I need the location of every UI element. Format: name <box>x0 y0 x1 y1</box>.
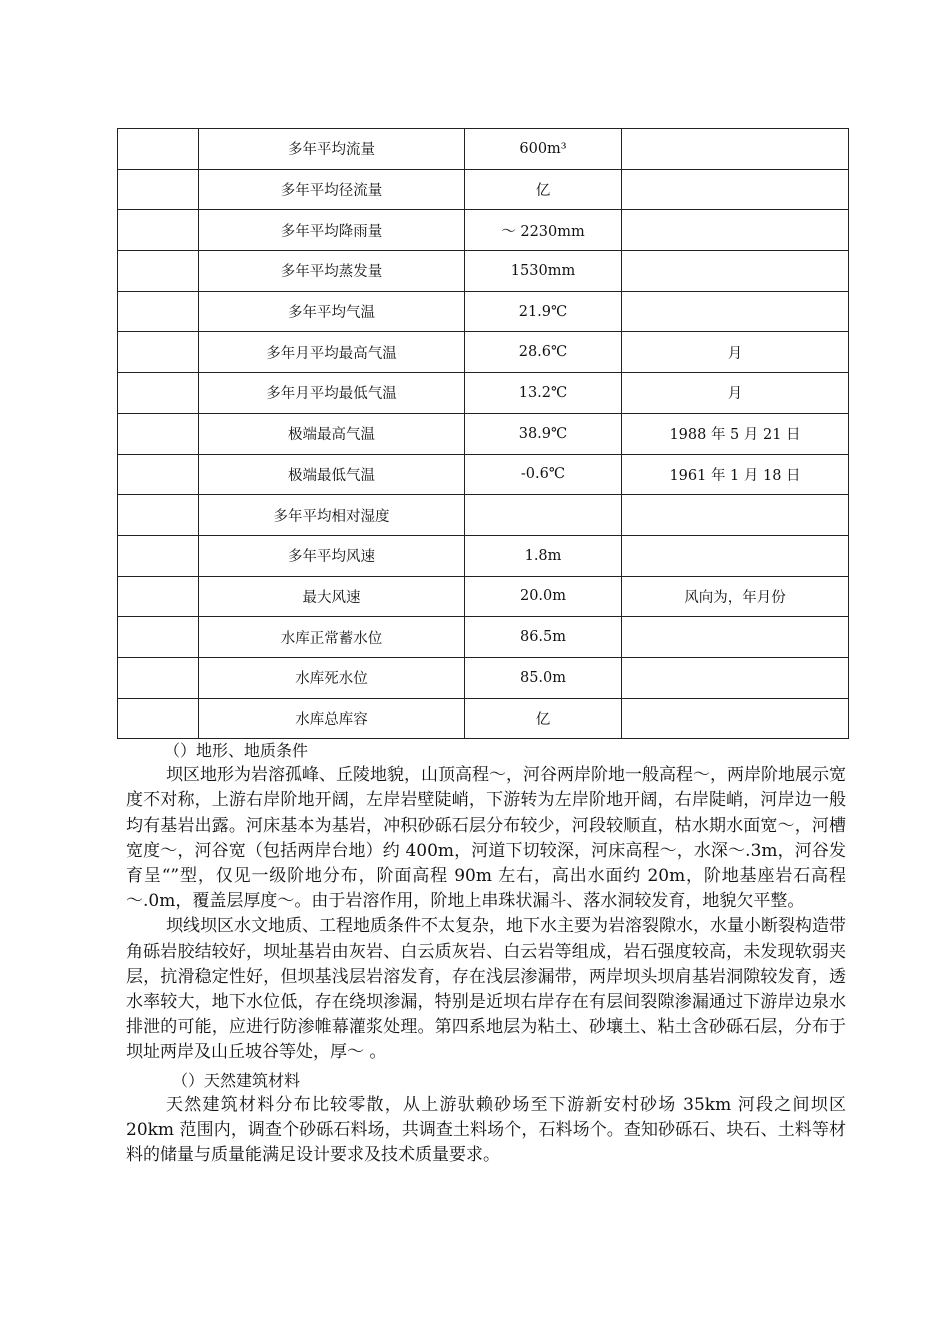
row-item-cell: 多年平均气温 <box>199 291 465 332</box>
paragraph-terrain: 坝区地形为岩溶孤峰、丘陵地貌，山顶高程～，河谷两岸阶地一般高程～，两岸阶地展示宽度不对称，上游右岸阶地开阔，左岸岩壁陡峭，下游转为左岸阶地开阔，右岸陡峭，河岸边一般均有基岩出露。河床基本为基岩，冲积砂砾石层分布较少，河段较顺直，枯水期水面宽～，河槽宽度～，河谷宽（包括两岸台地）约 400m，河道下切较深，河床高程～，水深～.3m，河谷发育呈“”型，仅见一级阶地分布，阶面高程 90m 左右，高出水面约 20m，阶地基座岩石高程～.0m，覆盖层厚度～。由于岩溶作用，阶地上串珠状漏斗、落水洞较发育，地貌欠平整。 <box>126 765 846 912</box>
row-blank-cell <box>118 210 199 251</box>
paragraph-materials: 天然建筑材料分布比较零散，从上游驮赖砂场至下游新安村砂场 35km 河段之间坝区 20km 范围内，调查个砂砾石料场，共调查土料场个，石料场个。查知砂砾石、块石、土料等材料的储量与质量能满足设计要求及技术质量要求。 <box>126 1094 846 1166</box>
row-note-cell <box>622 251 849 292</box>
table-row <box>118 129 849 170</box>
row-note-cell <box>622 291 849 332</box>
table-row <box>118 210 849 251</box>
section-heading-materials: （）天然建筑材料 <box>172 1070 301 1090</box>
row-value-cell: -0.6℃ <box>465 454 622 495</box>
row-note-cell: 风向为，年月份 <box>622 576 849 617</box>
row-blank-cell <box>118 251 199 292</box>
row-value-cell: 1.8m <box>465 535 622 576</box>
table-row <box>118 657 849 698</box>
row-value-cell: ～ 2230mm <box>465 210 622 251</box>
row-note-cell: 月 <box>622 332 849 373</box>
row-note-cell: 月 <box>622 373 849 414</box>
row-blank-cell <box>118 657 199 698</box>
row-item-cell: 多年平均相对湿度 <box>199 495 465 536</box>
row-blank-cell <box>118 698 199 739</box>
row-note-cell <box>622 617 849 658</box>
row-blank-cell <box>118 373 199 414</box>
table-row <box>118 698 849 739</box>
row-note-cell <box>622 129 849 170</box>
row-note-cell <box>622 698 849 739</box>
row-blank-cell <box>118 576 199 617</box>
row-blank-cell <box>118 495 199 536</box>
row-value-cell: 1530mm <box>465 251 622 292</box>
row-note-cell: 1961 年 1 月 18 日 <box>622 454 849 495</box>
row-note-cell <box>622 210 849 251</box>
row-value-cell: 亿 <box>465 698 622 739</box>
table-row <box>118 413 849 454</box>
row-note-cell <box>622 535 849 576</box>
row-value-cell: 38.9℃ <box>465 413 622 454</box>
row-blank-cell <box>118 617 199 658</box>
row-blank-cell <box>118 129 199 170</box>
table-row <box>118 535 849 576</box>
table-row <box>118 251 849 292</box>
row-value-cell: 28.6℃ <box>465 332 622 373</box>
row-item-cell: 多年平均径流量 <box>199 169 465 210</box>
row-value-cell <box>465 495 622 536</box>
row-item-cell: 水库总库容 <box>199 698 465 739</box>
row-item-cell: 水库死水位 <box>199 657 465 698</box>
hydrology-table <box>117 128 849 739</box>
row-blank-cell <box>118 413 199 454</box>
table-row <box>118 373 849 414</box>
body-text <box>126 738 846 1168</box>
row-note-cell <box>622 169 849 210</box>
table-row <box>118 454 849 495</box>
table-row <box>118 169 849 210</box>
row-value-cell: 21.9℃ <box>465 291 622 332</box>
row-item-cell: 多年平均风速 <box>199 535 465 576</box>
table-row <box>118 291 849 332</box>
table-row <box>118 617 849 658</box>
row-item-cell: 多年平均降雨量 <box>199 210 465 251</box>
row-item-cell: 水库正常蓄水位 <box>199 617 465 658</box>
paragraph-hydrogeology: 坝线坝区水文地质、工程地质条件不太复杂，地下水主要为岩溶裂隙水，水量小断裂构造带角砾岩胶结较好，坝址基岩由灰岩、白云质灰岩、白云岩等组成，岩石强度较高，未发现软弱夹层，抗滑稳定性好，但坝基浅层岩溶发育，存在浅层渗漏带，两岸坝头坝肩基岩洞隙较发育，透水率较大，地下水位低，存在绕坝渗漏，特别是近坝右岸存在有层间裂隙渗漏通过下游岸边泉水排泄的可能，应进行防渗帷幕灌浆处理。第四系地层为粘土、砂壤土、粘土含砂砾石层，分布于坝址两岸及山丘坡谷等处，厚～ 。 <box>126 916 846 1063</box>
row-blank-cell <box>118 169 199 210</box>
table-row <box>118 576 849 617</box>
row-note-cell <box>622 657 849 698</box>
row-value-cell: 13.2℃ <box>465 373 622 414</box>
table-row <box>118 495 849 536</box>
row-item-cell: 多年平均蒸发量 <box>199 251 465 292</box>
row-note-cell <box>622 495 849 536</box>
row-item-cell: 最大风速 <box>199 576 465 617</box>
row-value-cell: 600m³ <box>465 129 622 170</box>
row-value-cell: 亿 <box>465 169 622 210</box>
row-value-cell: 20.0m <box>465 576 622 617</box>
row-item-cell: 多年月平均最高气温 <box>199 332 465 373</box>
row-item-cell: 多年平均流量 <box>199 129 465 170</box>
row-value-cell: 85.0m <box>465 657 622 698</box>
row-note-cell: 1988 年 5 月 21 日 <box>622 413 849 454</box>
section-heading-geology: （）地形、地质条件 <box>164 741 309 760</box>
row-item-cell: 极端最低气温 <box>199 454 465 495</box>
row-blank-cell <box>118 291 199 332</box>
row-value-cell: 86.5m <box>465 617 622 658</box>
row-item-cell: 极端最高气温 <box>199 413 465 454</box>
table-row <box>118 332 849 373</box>
row-blank-cell <box>118 454 199 495</box>
row-blank-cell <box>118 332 199 373</box>
row-blank-cell <box>118 535 199 576</box>
row-item-cell: 多年月平均最低气温 <box>199 373 465 414</box>
